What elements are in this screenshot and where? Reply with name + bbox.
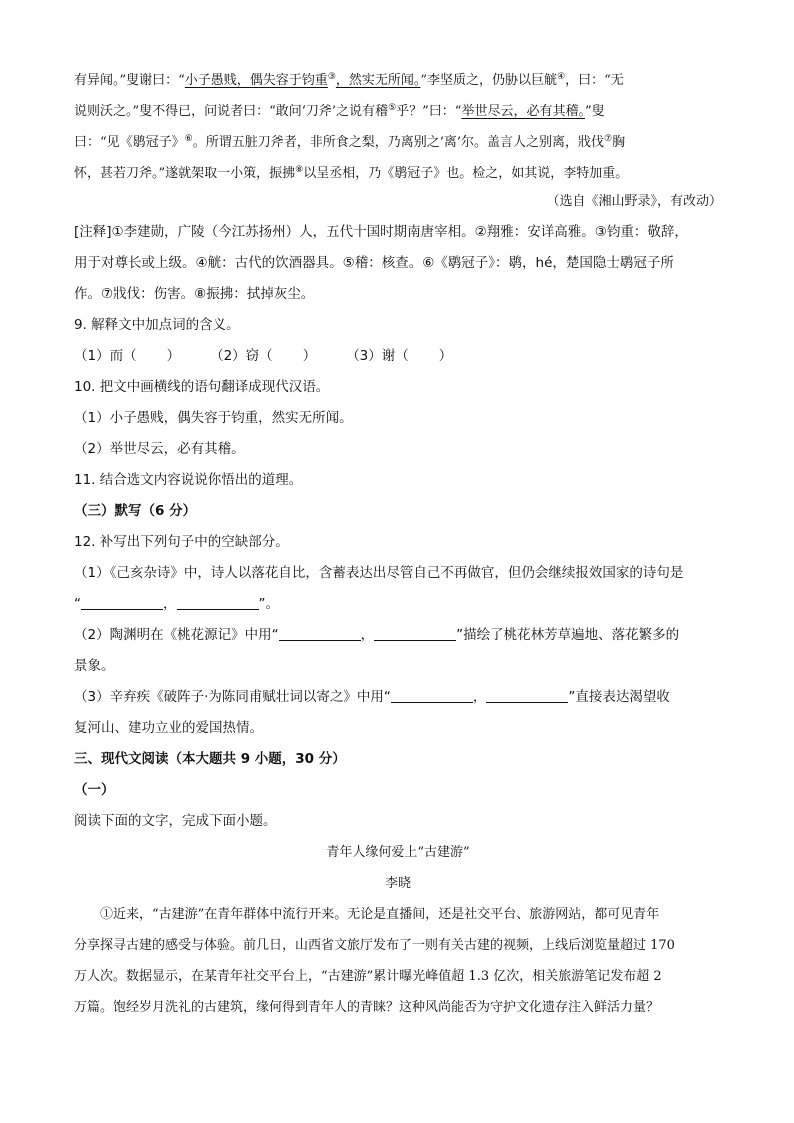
q12-part-1-blanks: “ ， ”。 [74,596,279,612]
exam-page [74,62,722,1023]
classical-text: ”李坚质之，仍胁以巨觥 [420,73,558,88]
answer-blank[interactable] [279,626,361,641]
answer-blank[interactable] [486,688,568,703]
classical-text: ”叟 [584,104,605,119]
classical-text: 怀，甚若刀斧。”遂就架取一小策，振拂 [74,166,296,181]
underlined-sentence-1: 小子愚贱，偶失容于钧重 [184,73,328,88]
notes-line-1: [注释]①李建勋，广陵（今江苏扬州）人，五代十国时期南唐宰相。②翔雅：安详高雅。③钧重：敬辞， [74,224,688,240]
question-10-stem: 10. 把文中画横线的语句翻译成现代汉语。 [74,379,330,395]
article-paragraph-line: 万篇。饱经岁月洗礼的古建筑，缘何得到青年人的青睐？这种风尚能否为守护文化遗存注入鲜活力量？ [74,1000,660,1015]
classical-text: 。所谓五脏刀斧者，非所食之梨，乃离别之‘离’尔。盖言人之别离，戕伐 [192,135,604,150]
classical-text: ，曰：“无 [565,73,624,88]
notes-line-2: 用于对尊长或上级。④觥：古代的饮酒器具。⑤稽：核查。⑥《鹖冠子》：鹖，hé，楚国隐士鹖冠子所 [74,255,674,271]
article-paragraph-line: 万人次。数据显示，在某青年社交平台上，“古建游”累计曝光峰值超 1.3 亿次，相关旅游笔记发布超 2 [74,969,662,984]
question-10-item-2: （2）举世尽云，必有其稽。 [74,441,245,457]
q9-item-3: （3）谢（ [346,348,409,364]
article-paragraph-line: ①近来，“古建游”在青年群体中流行开来。无论是直播间，还是社交平台、旅游网站，都可见青年 [100,907,660,922]
answer-blank[interactable] [391,688,473,703]
classical-text: 曰：“见《鹖冠子》 [74,135,185,150]
question-9-items: （1）而（ ） （2）窃（ ） （3）谢（ ） [74,348,453,364]
classical-text: 胸 [612,135,626,150]
classical-line-3 [74,124,722,155]
answer-blank[interactable] [374,626,456,641]
question-11-stem: 11. 结合选文内容说说你悟出的道理。 [74,472,303,488]
classical-line-2 [74,93,722,124]
note-ref: ⑤ [388,103,397,113]
note-ref: ③ [327,72,336,82]
q9-item-1: （1）而（ [74,348,137,364]
classical-text: 乎？”曰：“ [396,104,462,119]
underlined-sentence-2: 举世尽云，必有其稽。 [461,104,585,119]
classical-line-4 [74,155,722,186]
question-12-stem: 12. 补写出下列句子中的空缺部分。 [74,534,289,550]
reading-instruction: 阅读下面的文字，完成下面小题。 [74,813,277,829]
article-paragraph-line: 分享探寻古建的感受与体验。前几日，山西省文旅厅发布了一则有关古建的视频，上线后浏览量超过 170 [74,938,675,953]
question-10-item-1: （1）小子愚贱，偶失容于钧重，然实无所闻。 [74,410,353,426]
classical-text: 以呈丞相，乃《鹖冠子》也。检之，如其说，李特加重。 [303,166,629,181]
note-ref: ⑧ [295,165,304,175]
article-title: 青年人缘何爱上“古建游” [326,845,470,860]
part-heading-modern-reading: 三、现代文阅读（本大题共 9 小题，30 分） [74,751,346,767]
underlined-sentence-1-end: ，然实无所闻。 [335,73,421,88]
section-heading-dictation: （三）默写（6 分） [74,503,197,519]
sub-heading: （一） [74,782,115,798]
note-ref: ④ [557,72,566,82]
article-author: 李晓 [384,876,411,891]
answer-blank[interactable] [177,595,259,610]
classical-text: 说则沃之。”叟不得已，问说者曰：“敢问‘刀斧’之说有稽 [74,104,389,119]
q12-part-3-text: （3）辛弃疾《破阵子·为陈同甫赋壮词以寄之》中用“ ， ”直接表达渴望收 [74,689,670,705]
q9-item-2: （2）窃（ [210,348,273,364]
notes-line-3: 作。⑦戕伐：伤害。⑧振拂：拭掉灰尘。 [74,286,315,302]
answer-blank[interactable] [81,595,163,610]
question-9-stem: 9. 解释文中加点词的含义。 [74,317,240,333]
note-ref: ⑦ [604,134,613,144]
note-ref: ⑥ [184,134,193,144]
q12-part-2-end: 景象。 [74,658,115,674]
classical-text: 有异闻。”叟谢曰：“ [74,73,185,88]
source-citation: （选自《湘山野录》，有改动） [546,194,722,209]
q12-part-1-text: （1）《己亥杂诗》中，诗人以落花自比，含蓄表达出尽管自己不再做官，但仍会继续报效国家的诗句是 [74,565,684,581]
q12-part-2-text: （2）陶渊明在《桃花源记》中用“ ， ”描绘了桃花林芳草遍地、落花繁多的 [74,627,680,643]
q12-part-3-end: 复河山、建功立业的爱国热情。 [74,720,263,736]
classical-line-1 [74,62,722,93]
